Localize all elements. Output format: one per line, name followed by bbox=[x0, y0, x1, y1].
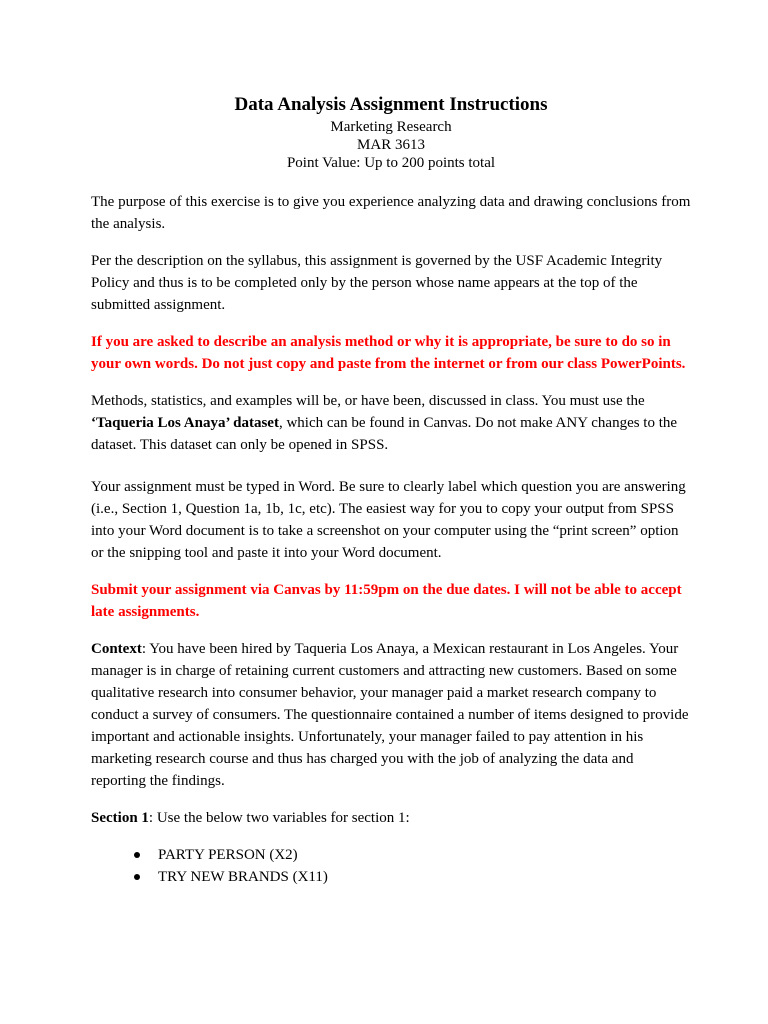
submit-warning: Submit your assignment via Canvas by 11:59pm on the due dates. I will not be able to accept late assignments. bbox=[91, 582, 682, 620]
section1-paragraph bbox=[91, 807, 691, 829]
dataset-name: ‘Taqueria Los Anaya’ dataset bbox=[91, 415, 279, 431]
methods-text-before: Methods, statistics, and examples will be, or have been, discussed in class. You must use the bbox=[91, 393, 645, 409]
own-words-warning: If you are asked to describe an analysis method or why it is appropriate, be sure to do so in your own words. Do not just copy and paste from the internet or from our class PowerPoints. bbox=[91, 334, 686, 372]
point-value: Point Value: Up to 200 points total bbox=[286, 155, 496, 171]
word-instructions-paragraph: Your assignment must be typed in Word. Be sure to clearly label which question you are answering (i.e., Section 1, Question 1a, 1b, 1c, etc). The easiest way for you to copy your output from SPSS into your Word document is to take a screenshot on your computer using the “print screen” option or the snipping tool and paste it into your Word document. bbox=[91, 479, 686, 561]
course-code: MAR 3613 bbox=[357, 137, 425, 153]
section1-variable-list bbox=[91, 844, 691, 888]
variable-label: PARTY PERSON (X2) bbox=[158, 847, 298, 863]
context-text: : You have been hired by Taqueria Los Anaya, a Mexican restaurant in Los Angeles. Your manager is in charge of retaining current customers and attracting new customers. Based on some qualitative research into consumer behavior, your manager paid a market research company to conduct a survey of consumers. The questionnaire contained a number of items designed to provide important and actionable insights. Unfortunately, your manager failed to pay attention in his marketing research course and thus has charged you with the job of analyzing the data and reporting the findings. bbox=[91, 641, 689, 789]
purpose-paragraph: The purpose of this exercise is to give you experience analyzing data and drawing conclusions from the analysis. bbox=[91, 194, 691, 232]
document-header bbox=[91, 92, 691, 172]
section1-label: Section 1 bbox=[91, 810, 149, 826]
list-item bbox=[134, 844, 691, 866]
methods-paragraph bbox=[91, 390, 691, 456]
context-paragraph bbox=[91, 638, 691, 792]
course-name: Marketing Research bbox=[330, 119, 452, 135]
integrity-paragraph: Per the description on the syllabus, this assignment is governed by the USF Academic Integrity Policy and thus is to be completed only by the person whose name appears at the top of the submitted assignment. bbox=[91, 253, 663, 313]
variable-label: TRY NEW BRANDS (X11) bbox=[158, 869, 328, 885]
document-body bbox=[91, 92, 691, 888]
methods-text-after: , which can be found in Canvas. Do not make ANY changes to the dataset. This dataset can only be opened in SPSS. bbox=[91, 415, 678, 453]
section1-text: : Use the below two variables for section 1: bbox=[148, 810, 410, 826]
context-label: Context bbox=[91, 641, 142, 657]
list-item bbox=[134, 866, 691, 888]
bullet-icon bbox=[134, 874, 140, 880]
bullet-icon bbox=[134, 852, 140, 858]
document-title: Data Analysis Assignment Instructions bbox=[234, 94, 548, 115]
